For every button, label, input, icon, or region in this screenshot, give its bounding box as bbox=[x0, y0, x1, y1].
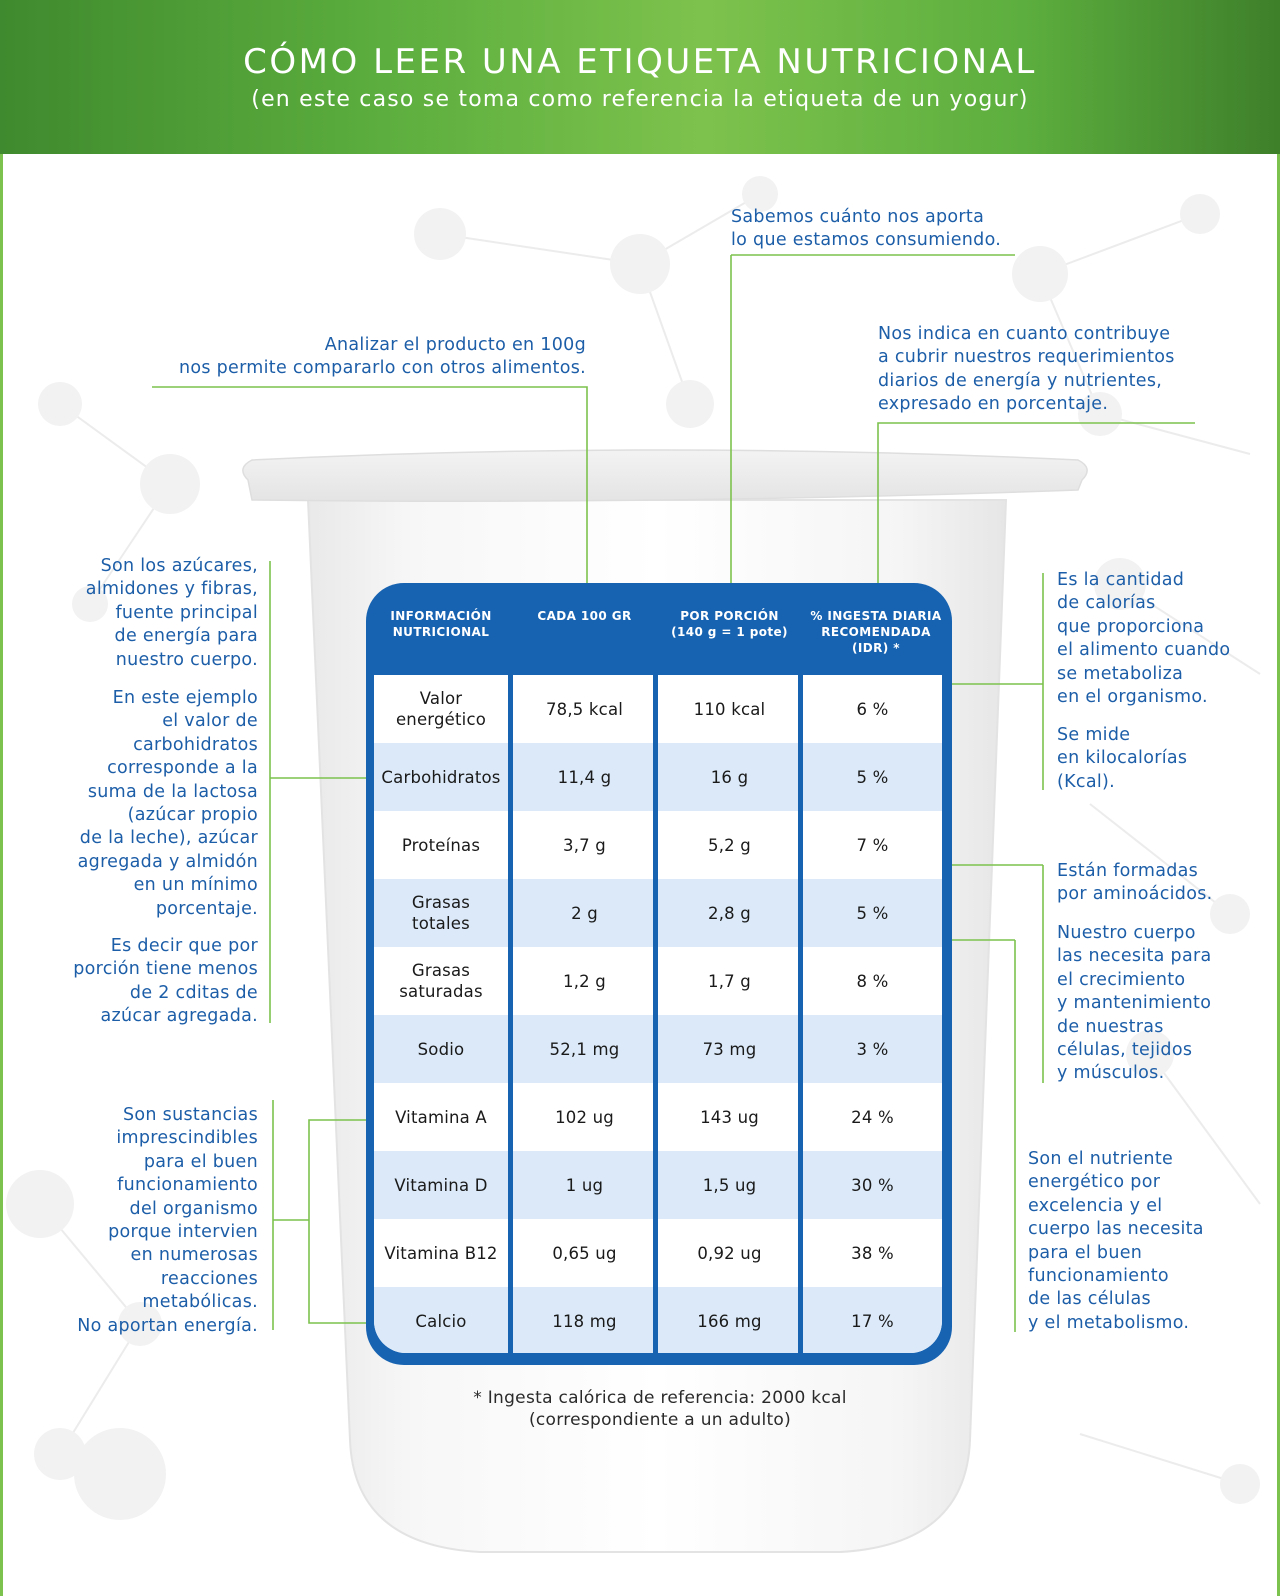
note-line: imprescindibles bbox=[116, 1128, 258, 1149]
column-divider bbox=[653, 675, 658, 1353]
note-line: en un mínimo bbox=[133, 875, 258, 896]
page-title: CÓMO LEER UNA ETIQUETA NUTRICIONAL bbox=[243, 42, 1037, 82]
header-per-portion bbox=[658, 608, 801, 640]
note-line: (azúcar propio bbox=[127, 805, 258, 826]
nutrient-name-cell bbox=[374, 1151, 508, 1219]
note-line: Sabemos cuánto nos aporta bbox=[731, 207, 985, 227]
table-header bbox=[366, 583, 952, 675]
note-line: Es decir que por bbox=[110, 936, 258, 956]
idr-cell: 17 % bbox=[851, 1311, 894, 1331]
table-body bbox=[374, 675, 942, 1353]
header-line: INFORMACIÓN bbox=[390, 609, 492, 623]
nutrient-name-cell bbox=[374, 879, 508, 947]
note-line: el alimento cuando bbox=[1057, 640, 1231, 661]
note-line: fuente principal bbox=[115, 602, 258, 623]
header-line: NUTRICIONAL bbox=[392, 625, 490, 639]
per-portion-cell: 2,8 g bbox=[708, 903, 751, 923]
per-portion-cell: 16 g bbox=[710, 767, 749, 787]
per-100g-cell: 3,7 g bbox=[563, 835, 606, 855]
header-line: (140 g = 1 pote) bbox=[671, 625, 788, 639]
note-line: Son el nutriente bbox=[1028, 1149, 1174, 1169]
note-line: suma de la lactosa bbox=[87, 781, 258, 802]
nutrient-name-cell bbox=[374, 811, 508, 879]
table-row bbox=[374, 1015, 942, 1083]
page-subtitle: (en este caso se toma como referencia la etiqueta de un yogur) bbox=[251, 87, 1029, 112]
note-line: porcentaje. bbox=[155, 898, 258, 919]
idr-cell: 24 % bbox=[851, 1107, 894, 1127]
note-line: corresponde a la bbox=[107, 758, 258, 779]
header-line: RECOMENDADA bbox=[821, 625, 931, 639]
header-idr bbox=[802, 608, 950, 656]
note-line: de energía para bbox=[114, 626, 258, 647]
note-vitamins bbox=[77, 1104, 258, 1338]
per-100g-cell: 1 ug bbox=[565, 1175, 604, 1195]
per-100g-cell: 0,65 ug bbox=[552, 1243, 617, 1263]
note-line: a cubrir nuestros requerimientos bbox=[878, 347, 1175, 368]
per-portion-cell: 1,7 g bbox=[708, 971, 751, 991]
note-line: en numerosas bbox=[130, 1245, 258, 1266]
table-row bbox=[374, 947, 942, 1015]
nutrient-name-line: Vitamina A bbox=[395, 1107, 487, 1127]
note-line: Son los azúcares, bbox=[100, 556, 258, 576]
note-fat bbox=[1028, 1148, 1204, 1335]
idr-cell: 5 % bbox=[856, 903, 889, 923]
note-energy-definition bbox=[1057, 569, 1230, 709]
table-row bbox=[374, 1083, 942, 1151]
note-line: azúcar agregada. bbox=[100, 1006, 258, 1027]
table-row bbox=[374, 675, 942, 743]
note-line: y músculos. bbox=[1057, 1063, 1165, 1084]
per-100g-cell: 11,4 g bbox=[557, 767, 612, 787]
note-protein-use bbox=[1057, 922, 1212, 1086]
header-line: (IDR) * bbox=[852, 641, 900, 655]
nutrient-name-line: Grasas bbox=[411, 893, 471, 912]
nutrient-name-cell bbox=[374, 1287, 508, 1353]
per-portion-cell: 1,5 ug bbox=[702, 1175, 757, 1195]
note-line: de las células bbox=[1028, 1289, 1151, 1310]
note-line: energético por bbox=[1028, 1172, 1161, 1193]
header-per-100g bbox=[513, 608, 656, 624]
note-line: Nuestro cuerpo bbox=[1057, 923, 1196, 943]
note-line: el valor de bbox=[162, 711, 258, 732]
per-portion-cell: 73 mg bbox=[702, 1039, 757, 1059]
nutrient-name-line: Carbohidratos bbox=[381, 767, 501, 787]
note-line: carbohidratos bbox=[133, 734, 258, 755]
per-portion-cell: 110 kcal bbox=[693, 699, 766, 719]
per-portion-cell: 166 mg bbox=[697, 1311, 762, 1331]
note-carbs-portion bbox=[73, 935, 258, 1029]
note-per-100g bbox=[179, 334, 586, 381]
per-100g-cell: 52,1 mg bbox=[549, 1039, 620, 1059]
nutrient-name-cell bbox=[374, 1083, 508, 1151]
nutrient-name-line: totales bbox=[412, 914, 470, 933]
per-portion-cell: 5,2 g bbox=[708, 835, 751, 855]
note-line: reacciones bbox=[160, 1268, 258, 1289]
per-100g-cell: 78,5 kcal bbox=[545, 699, 624, 719]
nutrient-name-line: Valor bbox=[419, 689, 463, 708]
nutrient-name-cell bbox=[374, 675, 508, 743]
table-row bbox=[374, 879, 942, 947]
nutrient-name-line: Proteínas bbox=[401, 835, 481, 855]
note-line: almidones y fibras, bbox=[85, 579, 258, 600]
per-portion-cell: 143 ug bbox=[700, 1107, 759, 1127]
note-line: para el buen bbox=[143, 1151, 258, 1172]
note-line: lo que estamos consumiendo. bbox=[731, 230, 1002, 251]
note-line: cuerpo las necesita bbox=[1028, 1219, 1204, 1240]
note-line: Se mide bbox=[1057, 725, 1131, 745]
note-line: nos permite compararlo con otros alimentos. bbox=[178, 358, 586, 379]
nutrient-name-line: saturadas bbox=[399, 982, 483, 1001]
per-100g-cell: 102 ug bbox=[555, 1107, 614, 1127]
note-line: de 2 cditas de bbox=[129, 982, 258, 1003]
note-line: en el organismo. bbox=[1057, 687, 1208, 708]
header-line: % INGESTA DIARIA bbox=[810, 609, 942, 623]
note-line: se metaboliza bbox=[1057, 663, 1184, 684]
note-line: (Kcal). bbox=[1057, 771, 1116, 792]
note-line: que proporciona bbox=[1057, 616, 1205, 637]
note-line: Están formadas bbox=[1057, 861, 1199, 881]
note-line: para el buen bbox=[1028, 1242, 1143, 1263]
note-line: del organismo bbox=[129, 1198, 258, 1219]
note-line: de la leche), azúcar bbox=[79, 828, 258, 849]
note-energy-unit bbox=[1057, 724, 1187, 794]
per-100g-cell: 2 g bbox=[571, 903, 598, 923]
note-line: No aportan energía. bbox=[77, 1315, 258, 1336]
nutrient-name-line: Vitamina D bbox=[394, 1175, 488, 1195]
nutrient-name-cell bbox=[374, 743, 508, 811]
nutrient-name-line: energético bbox=[395, 710, 487, 729]
note-line: nuestro cuerpo. bbox=[115, 649, 258, 670]
note-line: Analizar el producto en 100g bbox=[324, 335, 586, 355]
per-portion-cell: 0,92 ug bbox=[697, 1243, 762, 1263]
per-100g-cell: 1,2 g bbox=[563, 971, 606, 991]
note-line: y el metabolismo. bbox=[1028, 1312, 1190, 1333]
header-line: CADA 100 GR bbox=[537, 609, 632, 623]
idr-cell: 5 % bbox=[856, 767, 889, 787]
note-line: las necesita para bbox=[1057, 946, 1212, 967]
note-line: expresado en porcentaje. bbox=[878, 394, 1109, 415]
note-line: Nos indica en cuanto contribuye bbox=[878, 324, 1171, 344]
nutrition-table bbox=[366, 583, 952, 1365]
table-row bbox=[374, 1151, 942, 1219]
note-line: por aminoácidos. bbox=[1057, 884, 1213, 905]
idr-cell: 3 % bbox=[856, 1039, 889, 1059]
table-row bbox=[374, 1219, 942, 1287]
note-line: excelencia y el bbox=[1028, 1195, 1163, 1216]
column-divider bbox=[508, 675, 513, 1353]
note-line: porque intervien bbox=[108, 1222, 258, 1243]
idr-cell: 30 % bbox=[851, 1175, 894, 1195]
note-line: metabólicas. bbox=[142, 1292, 258, 1313]
idr-cell: 7 % bbox=[856, 835, 889, 855]
nutrient-name-line: Grasas bbox=[411, 961, 471, 980]
nutrient-name-line: Calcio bbox=[415, 1311, 467, 1331]
note-line: porción tiene menos bbox=[73, 959, 258, 980]
nutrient-name-cell bbox=[374, 947, 508, 1015]
per-100g-cell: 118 mg bbox=[552, 1311, 617, 1331]
note-line: funcionamiento bbox=[117, 1175, 258, 1196]
note-line: agregada y almidón bbox=[77, 851, 258, 872]
note-line: Es la cantidad bbox=[1057, 570, 1185, 590]
note-line: funcionamiento bbox=[1028, 1266, 1169, 1287]
column-divider bbox=[798, 675, 803, 1353]
footnote bbox=[400, 1387, 920, 1431]
note-line: el crecimiento bbox=[1057, 969, 1186, 990]
idr-cell: 6 % bbox=[856, 699, 889, 719]
note-line: células, tejidos bbox=[1057, 1040, 1193, 1061]
table-row bbox=[374, 811, 942, 879]
note-line: Son sustancias bbox=[123, 1105, 258, 1125]
note-protein-definition bbox=[1057, 860, 1213, 907]
nutrient-name-line: Vitamina B12 bbox=[384, 1243, 498, 1263]
note-carbs-definition bbox=[86, 555, 258, 672]
footnote-line: * Ingesta calórica de referencia: 2000 kcal bbox=[473, 1388, 847, 1408]
note-idr bbox=[878, 323, 1175, 417]
nutrient-name-cell bbox=[374, 1015, 508, 1083]
note-portion bbox=[731, 206, 1001, 253]
note-carbs-example bbox=[78, 687, 258, 921]
nutrient-name-cell bbox=[374, 1219, 508, 1287]
nutrient-name-line: Sodio bbox=[417, 1039, 465, 1059]
note-line: y mantenimiento bbox=[1057, 993, 1212, 1014]
table-row bbox=[374, 743, 942, 811]
header-line: POR PORCIÓN bbox=[680, 609, 779, 623]
note-line: En este ejemplo bbox=[112, 688, 258, 708]
idr-cell: 8 % bbox=[856, 971, 889, 991]
note-line: en kilocalorías bbox=[1057, 748, 1188, 769]
table-row bbox=[374, 1287, 942, 1353]
note-line: de nuestras bbox=[1057, 1016, 1164, 1037]
header-nutritional-info bbox=[374, 608, 508, 640]
footnote-line: (correspondiente a un adulto) bbox=[528, 1410, 792, 1430]
idr-cell: 38 % bbox=[851, 1243, 894, 1263]
note-line: de calorías bbox=[1057, 593, 1156, 614]
note-line: diarios de energía y nutrientes, bbox=[878, 370, 1163, 391]
